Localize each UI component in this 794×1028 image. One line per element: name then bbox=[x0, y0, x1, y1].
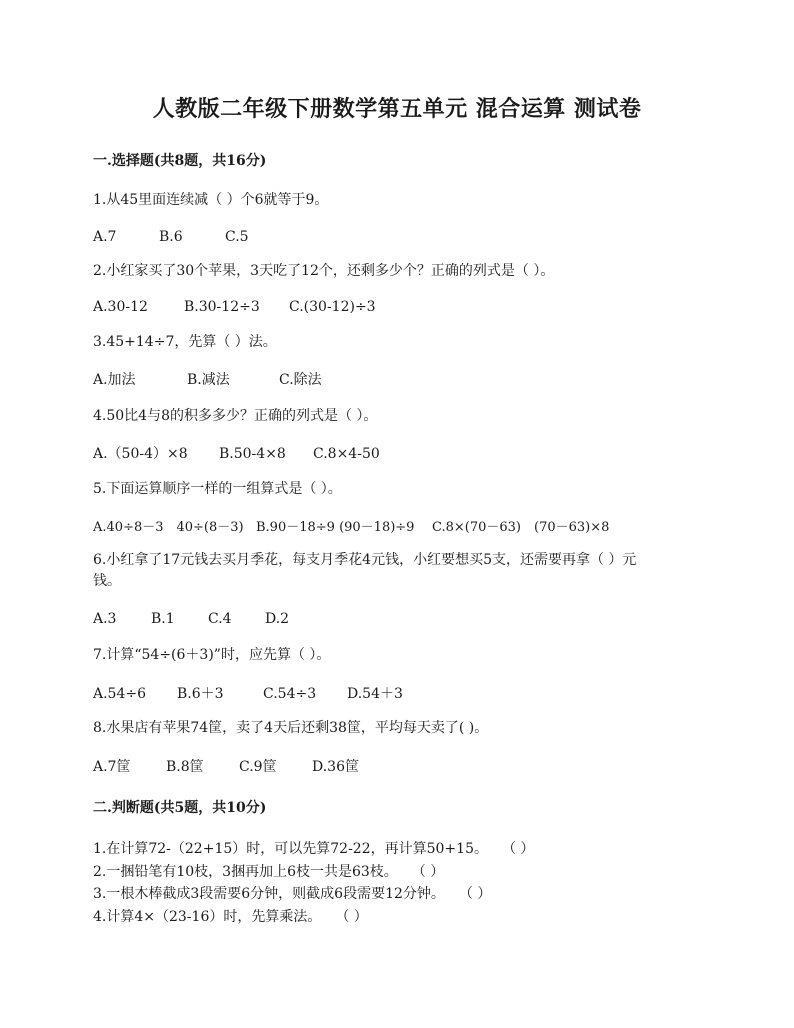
option: B.50-4×8 bbox=[219, 446, 286, 462]
option: A.7筐 bbox=[93, 759, 131, 775]
option: A.（50-4）×8 bbox=[93, 446, 188, 462]
question-5: 5.下面运算顺序一样的一组算式是（ ）。 bbox=[93, 481, 342, 497]
option: D.2 bbox=[265, 611, 290, 627]
option: C.9筐 bbox=[239, 759, 277, 775]
section-heading-choice: 一.选择题(共8题，共16分) bbox=[93, 153, 267, 169]
option: B.90－18÷9 (90－18)÷9 bbox=[256, 520, 415, 535]
section-heading-judgment: 二.判断题(共5题，共10分) bbox=[93, 800, 267, 816]
question-3: 3.45+14÷7，先算（ ）法。 bbox=[93, 334, 277, 350]
options-3 bbox=[93, 369, 322, 389]
option: C.除法 bbox=[279, 372, 322, 388]
option: C.8×(70－63) (70－63)×8 bbox=[432, 520, 610, 535]
option: C.54÷3 bbox=[263, 686, 317, 702]
option: B.1 bbox=[151, 611, 175, 627]
option: B.30-12÷3 bbox=[184, 299, 260, 315]
option: B.8筐 bbox=[166, 759, 204, 775]
option: B.减法 bbox=[187, 372, 230, 388]
options-5 bbox=[93, 516, 609, 535]
option: A.30-12 bbox=[93, 299, 148, 315]
option: C.(30-12)÷3 bbox=[289, 299, 376, 315]
options-2 bbox=[93, 299, 376, 315]
question-7: 7.计算“54÷(6＋3)”时，应先算（ ）。 bbox=[93, 647, 331, 663]
options-4 bbox=[93, 443, 380, 463]
option: A.3 bbox=[93, 611, 117, 627]
judgment-item-3: 3.一根木棒截成3段需要6分钟，则截成6段需要12分钟。 （ ） bbox=[93, 886, 492, 902]
option: B.6＋3 bbox=[177, 686, 224, 702]
option: C.4 bbox=[208, 611, 232, 627]
question-1: 1.从45里面连续减（ ）个6就等于9。 bbox=[93, 192, 329, 208]
question-2: 2.小红家买了30个苹果，3天吃了12个，还剩多少个？正确的列式是（ ）。 bbox=[93, 263, 555, 279]
option: A.54÷6 bbox=[93, 686, 147, 702]
option: D.36筐 bbox=[312, 759, 359, 775]
option: A.加法 bbox=[93, 372, 136, 388]
page-title: 人教版二年级下册数学第五单元 混合运算 测试卷 bbox=[152, 96, 642, 122]
question-4: 4.50比4与8的积多多少？正确的列式是（ ）。 bbox=[93, 408, 378, 424]
options-6 bbox=[93, 611, 289, 627]
option: C.8×4-50 bbox=[313, 446, 380, 462]
option: B.6 bbox=[159, 229, 183, 245]
judgment-item-1: 1.在计算72-（22+15）时，可以先算72-22，再计算50+15。 （ ） bbox=[93, 841, 535, 857]
options-1 bbox=[93, 229, 249, 245]
option: A.40÷8－3 40÷(8－3) bbox=[93, 520, 244, 535]
options-8 bbox=[93, 756, 359, 776]
question-8: 8.水果店有苹果74筐，卖了4天后还剩38筐，平均每天卖了( )。 bbox=[93, 720, 489, 736]
options-7 bbox=[93, 683, 403, 703]
option: A.7 bbox=[93, 229, 117, 245]
question-6: 6.小红拿了17元钱去买月季花，每支月季花4元钱，小红要想买5支，还需要再拿（ ）元钱。 bbox=[93, 552, 637, 589]
option: D.54＋3 bbox=[347, 686, 403, 702]
judgment-item-4: 4.计算4×（23-16）时，先算乘法。 （ ） bbox=[93, 909, 368, 925]
option: C.5 bbox=[225, 229, 249, 245]
judgment-item-2: 2.一捆铅笔有10枝，3捆再加上6枝一共是63枝。 （ ） bbox=[93, 864, 445, 880]
